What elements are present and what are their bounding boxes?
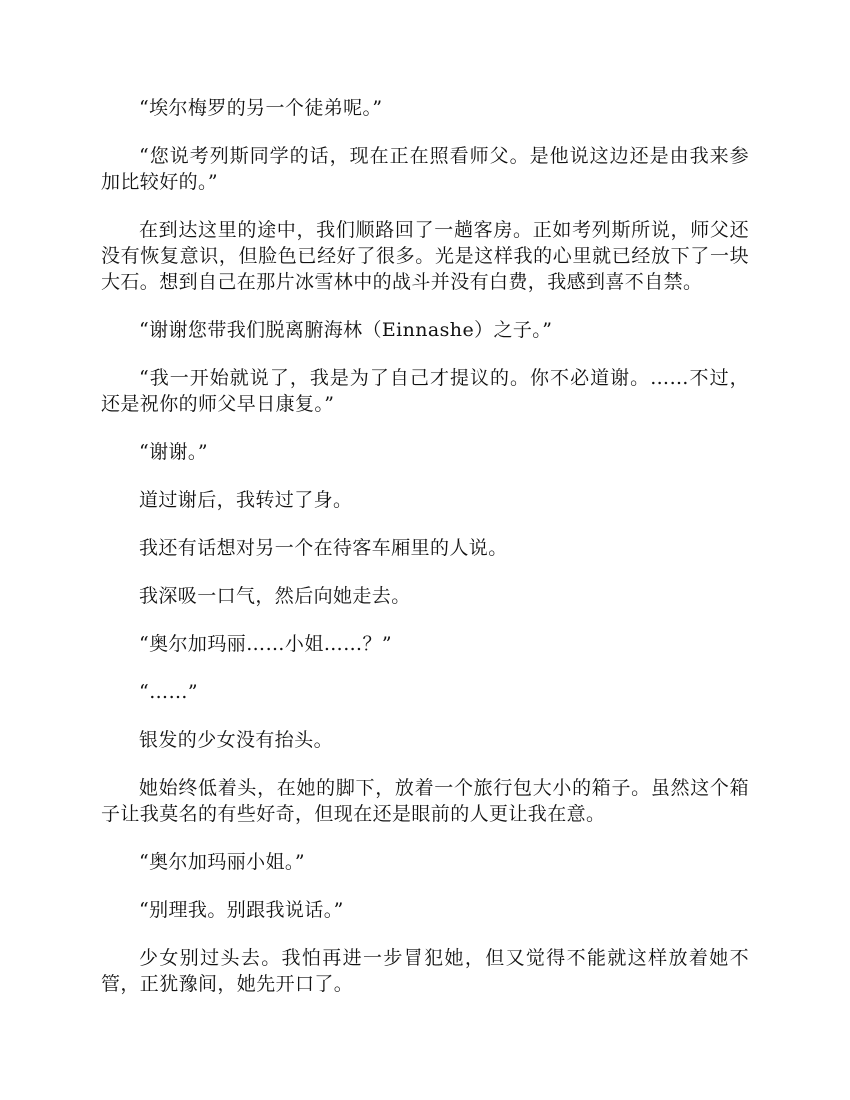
document-body xyxy=(101,95,749,1019)
paragraph: 少女别过头去。我怕再进一步冒犯她，但又觉得不能就这样放着她不管，正犹豫间，她先开口了。 xyxy=(101,947,749,995)
paragraph: “奥尔加玛丽……小姐……？” xyxy=(139,633,393,655)
paragraph: 道过谢后，我转过了身。 xyxy=(139,489,353,511)
paragraph: 在到达这里的途中，我们顺路回了一趟客房。正如考列斯所说，师父还没有恢复意识，但脸色已经好了很多。光是这样我的心里就已经放下了一块大石。想到自己在那片冰雪林中的战斗并没有白费，我感到喜不自禁。 xyxy=(101,219,749,293)
paragraph: 她始终低着头，在她的脚下，放着一个旅行包大小的箱子。虽然这个箱子让我莫名的有些好奇，但现在还是眼前的人更让我在意。 xyxy=(101,777,749,825)
paragraph: 银发的少女没有抬头。 xyxy=(139,729,334,751)
paragraph: “别理我。别跟我说话。” xyxy=(139,899,344,921)
paragraph: “我一开始就说了，我是为了自己才提议的。你不必道谢。……不过，还是祝你的师父早日康复。” xyxy=(101,367,749,415)
paragraph: “奥尔加玛丽小姐。” xyxy=(139,851,305,873)
paragraph: “……” xyxy=(139,681,199,703)
paragraph: “谢谢您带我们脱离腑海林（Einnashe）之子。” xyxy=(139,319,553,341)
paragraph: 我深吸一口气，然后向她走去。 xyxy=(139,585,411,607)
paragraph: “您说考列斯同学的话，现在正在照看师父。是他说这边还是由我来参加比较好的。” xyxy=(101,145,749,193)
paragraph: 我还有话想对另一个在待客车厢里的人说。 xyxy=(139,537,508,559)
paragraph: “谢谢。” xyxy=(139,441,208,463)
paragraph: “埃尔梅罗的另一个徒弟呢。” xyxy=(139,97,383,119)
